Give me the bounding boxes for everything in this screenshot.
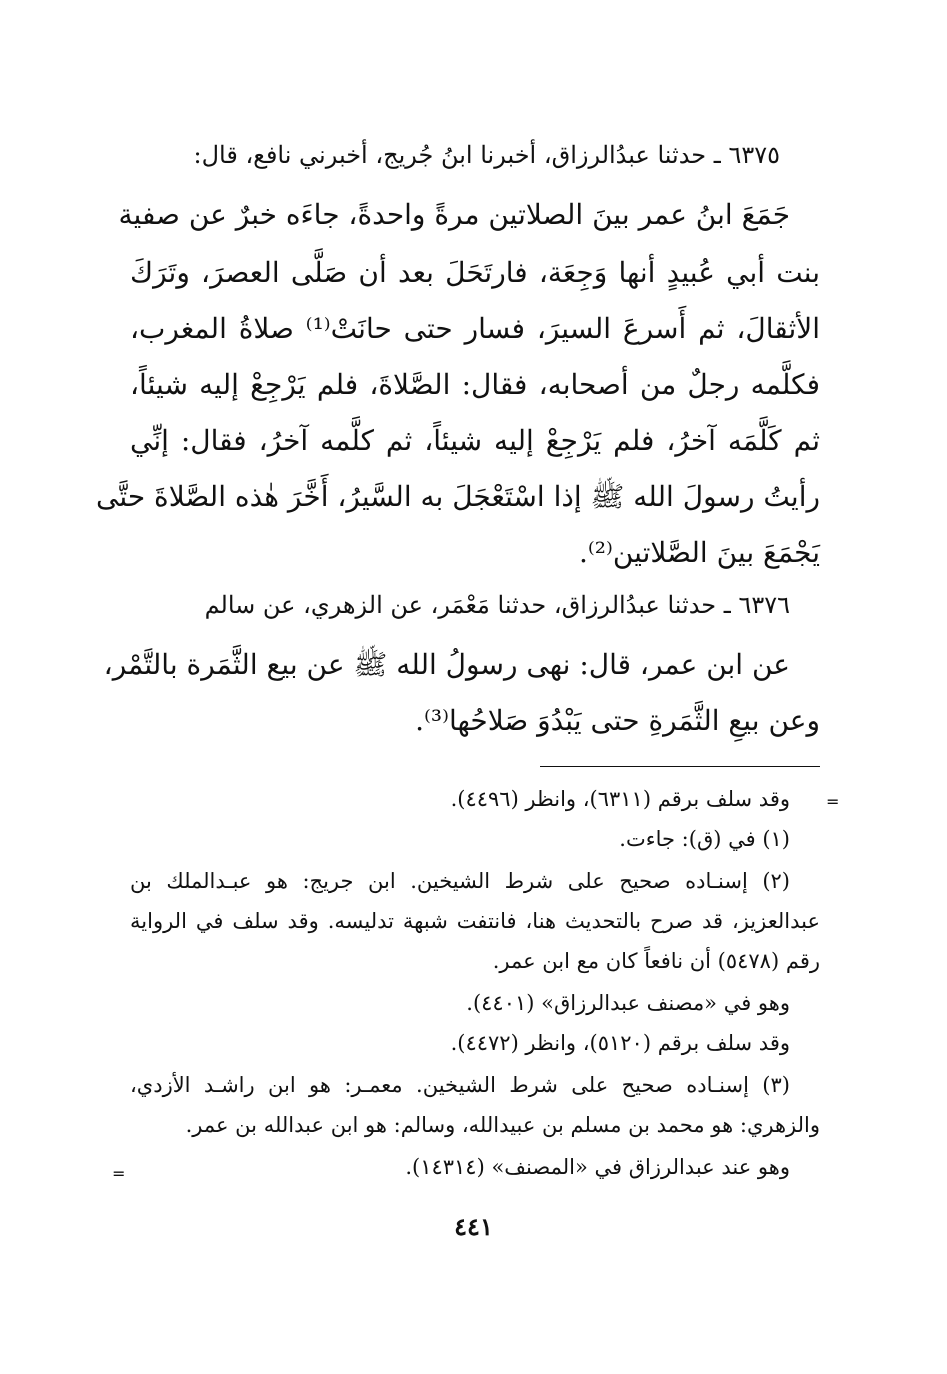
- footnote-2-line-1: (٢) إسنـاده صحيح على شرط الشيخين. ابن جريج: هو عبـدالملك بن: [130, 869, 790, 893]
- footnote-2-line-3: رقم (٥٤٧٨) أن نافعاً كان مع ابن عمر.: [492, 949, 820, 973]
- hadith-6376-line-1: عن ابن عمر، قال: نهى رسولُ الله ﷺ عن بيع الثَّمَرة بالتَّمْر،: [103, 648, 790, 681]
- hadith-6375-line-5: ثم كَلَّمَه آخرُ، فلم يَرْجِعْ إليه شيئاً، ثم كلَّمه آخرُ، فقال: إنِّي: [130, 424, 820, 457]
- footnote-separator: [540, 766, 820, 767]
- footnote-2-line-5: وقد سلف برقم (٥١٢٠)، وانظر (٤٤٧٢).: [450, 1031, 790, 1055]
- hadith-6375-line-7: يَجْمَعَ بينَ الصَّلاتين⁽²⁾.: [578, 536, 820, 569]
- footnote-carry-over: وقد سلف برقم (٦٣١١)، وانظر (٤٤٩٦).: [450, 787, 790, 811]
- hadith-6375-line-2: بنت أبي عُبيدٍ أنها وَجِعَة، فارتَحَلَ بعد أن صَلَّى العصرَ، وتَرَكَ: [130, 256, 820, 289]
- footnote-3-line-3: وهو عند عبدالرزاق في «المصنف» (١٤٣١٤).: [405, 1155, 790, 1179]
- page-number: ٤٤١: [454, 1212, 493, 1241]
- footnote-3-line-1: (٣) إسنـاده صحيح على شرط الشيخين. معمـر: هو ابن راشـد الأزدي،: [130, 1073, 790, 1097]
- footnote-1: (١) في (ق): جاءت.: [619, 827, 790, 851]
- hadith-6376-header: ٦٣٧٦ ـ حدثنا عبدُالرزاق، حدثنا مَعْمَر، عن الزهري، عن سالم: [204, 591, 790, 619]
- hadith-6375-line-3: الأثقالَ، ثم أَسرعَ السيرَ، فسار حتى حانَتْ⁽¹⁾ صلاةُ المغرب،: [130, 312, 820, 345]
- hadith-6375-line-1: جَمَعَ ابنُ عمر بينَ الصلاتين مرةً واحدةً، جاءَه خبرٌ عن صفية: [118, 198, 790, 231]
- footnote-2-line-4: وهو في «مصنف عبدالرزاق» (٤٤٠١).: [466, 991, 790, 1015]
- footnote-continue-mark: =: [112, 1164, 126, 1183]
- footnote-2-line-2: عبدالعزيز، قد صرح بالتحديث هنا، فانتفت شبهة تدليسه. وقد سلف في الرواية: [130, 909, 820, 933]
- footnote-3-line-2: والزهري: هو محمد بن مسلم بن عبيدالله، وسالم: هو ابن عبدالله بن عمر.: [185, 1113, 820, 1137]
- footnotes: [130, 786, 820, 1196]
- hadith-6375: [96, 140, 820, 580]
- hadith-6375-header: ٦٣٧٥ ـ حدثنا عبدُالرزاق، أخبرنا ابنُ جُريج، أخبرني نافع، قال:: [193, 141, 780, 169]
- hadith-6376: [103, 590, 820, 740]
- hadith-6376-line-2: وعن بيعِ الثَّمَرةِ حتى يَبْدُوَ صَلاحُها⁽³⁾.: [415, 704, 820, 737]
- footnote-carry-over-mark: =: [826, 792, 840, 811]
- hadith-6375-line-6: رأيتُ رسولَ الله ﷺ إذا اسْتَعْجَلَ به السَّيرُ، أَخَّرَ هٰذه الصَّلاةَ حتَّى: [96, 480, 820, 513]
- hadith-6375-line-4: فكلَّمه رجلٌ من أصحابه، فقال: الصَّلاةَ، فلم يَرْجِعْ إليه شيئاً،: [130, 368, 820, 401]
